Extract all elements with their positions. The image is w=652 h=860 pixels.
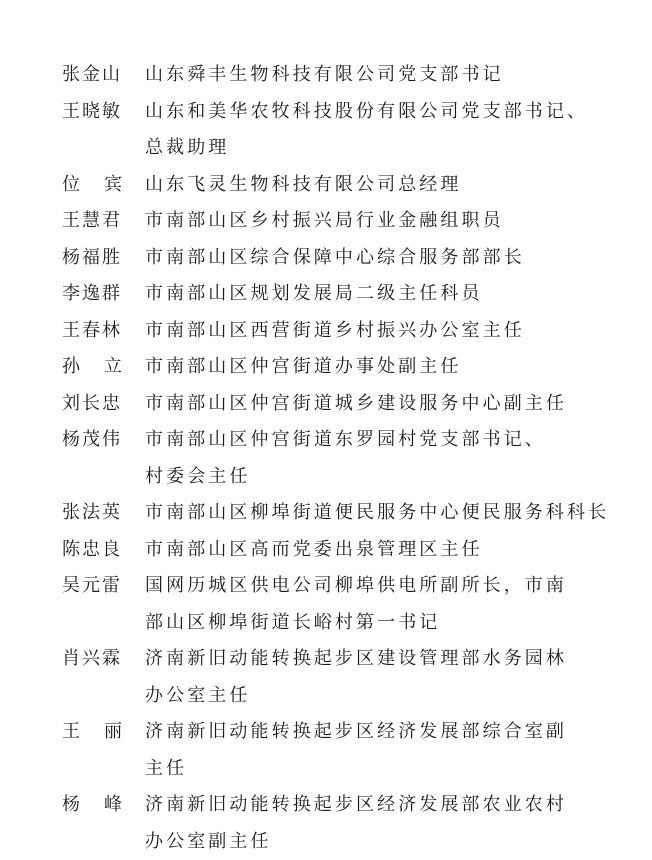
list-item (0, 532, 652, 569)
person-name: 张金山 (62, 57, 124, 94)
person-name-char: 丽 (104, 714, 122, 751)
person-title-line: 办公室主任 (145, 678, 585, 715)
list-item (0, 386, 652, 423)
person-title-line: 市南部山区高而党委出泉管理区主任 (145, 532, 585, 569)
person-title-line: 济南新旧动能转换起步区建设管理部水务园林 (145, 641, 585, 678)
list-item (0, 714, 652, 787)
person-title-line: 济南新旧动能转换起步区经济发展部综合室副 (145, 714, 585, 751)
person-name-char: 孙 (62, 349, 80, 386)
person-name-char: 立 (104, 349, 122, 386)
person-name: 王晓敏 (62, 94, 124, 131)
list-item (0, 313, 652, 350)
list-item (0, 167, 652, 204)
person-title-line: 市南部山区规划发展局二级主任科员 (145, 276, 585, 313)
person-name: 王慧君 (62, 203, 124, 240)
person-title-line: 市南部山区仲宫街道办事处副主任 (145, 349, 585, 386)
list-item (0, 57, 652, 94)
person-title-line: 市南部山区综合保障中心综合服务部部长 (145, 240, 585, 277)
person-title-line: 市南部山区仲宫街道东罗园村党支部书记、 (145, 422, 585, 459)
list-item (0, 240, 652, 277)
list-item (0, 495, 652, 532)
person-title-line: 济南新旧动能转换起步区经济发展部农业农村 (145, 787, 585, 824)
person-title-line: 山东和美华农牧科技股份有限公司党支部书记、 (145, 94, 585, 131)
person-name-char: 杨 (62, 787, 80, 824)
list-item (0, 203, 652, 240)
person-name: 吴元雷 (62, 568, 124, 605)
person-title-line: 国网历城区供电公司柳埠供电所副所长，市南 (145, 568, 585, 605)
person-name-char: 位 (62, 167, 80, 204)
list-item (0, 641, 652, 714)
list-item (0, 276, 652, 313)
person-title-line: 山东舜丰生物科技有限公司党支部书记 (145, 57, 585, 94)
person-title-line: 部山区柳埠街道长峪村第一书记 (145, 605, 585, 642)
person-name: 刘长忠 (62, 386, 124, 423)
person-name: 肖兴霖 (62, 641, 124, 678)
person-name: 李逸群 (62, 276, 124, 313)
person-title-line: 市南部山区乡村振兴局行业金融组职员 (145, 203, 585, 240)
person-title-line: 市南部山区西营街道乡村振兴办公室主任 (145, 313, 585, 350)
list-item (0, 94, 652, 167)
person-title-line: 总裁助理 (145, 130, 585, 167)
person-name: 王春林 (62, 313, 124, 350)
personnel-list (0, 57, 652, 860)
person-title-line: 主任 (145, 751, 585, 788)
person-title-line: 办公室副主任 (145, 824, 585, 860)
person-name-char: 王 (62, 714, 80, 751)
person-name: 陈忠良 (62, 532, 124, 569)
person-title-line: 市南部山区仲宫街道城乡建设服务中心副主任 (145, 386, 585, 423)
person-title-line: 市南部山区柳埠街道便民服务中心便民服务科科长 (145, 495, 585, 532)
person-name: 杨福胜 (62, 240, 124, 277)
list-item (0, 349, 652, 386)
list-item (0, 568, 652, 641)
list-item (0, 787, 652, 860)
person-name-char: 宾 (104, 167, 122, 204)
person-title-line: 村委会主任 (145, 459, 585, 496)
person-name: 张法英 (62, 495, 124, 532)
person-name: 杨茂伟 (62, 422, 124, 459)
list-item (0, 422, 652, 495)
person-title-line: 山东飞灵生物科技有限公司总经理 (145, 167, 585, 204)
person-name-char: 峰 (104, 787, 122, 824)
